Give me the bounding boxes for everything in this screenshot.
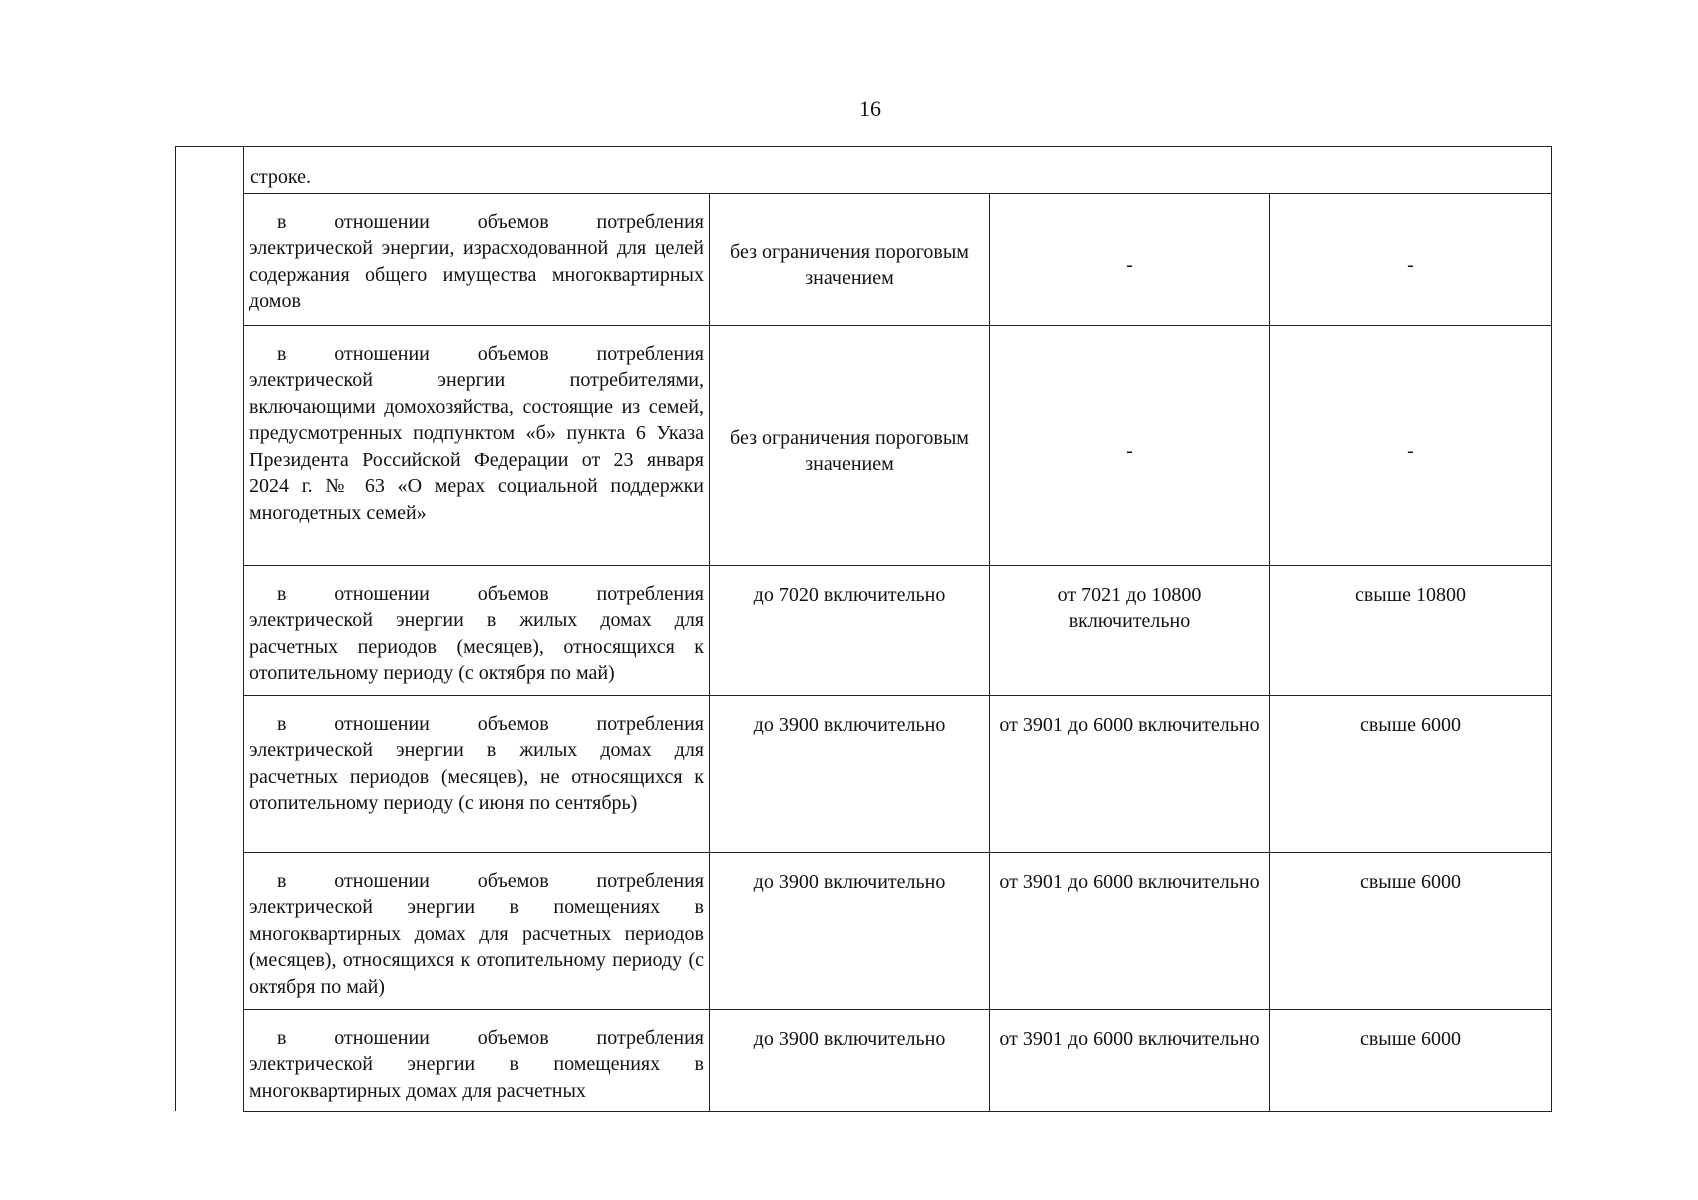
row-description: в отношении объемов потребления электрической энергии потребителями, включающими домохозяйства, состоящие из семей, предусмотренных подпунктом «б» пункта 6 Указа Президента Российской Федерации от 23 января 2024 г. № 63 «О мерах социальной поддержки многодетных семей»	[244, 325, 710, 565]
threshold-cell-3: -	[1270, 193, 1552, 325]
row-description: в отношении объемов потребления электрической энергии, израсходованной для целей содержания общего имущества многоквартирных домов	[244, 193, 710, 325]
threshold-cell-2: от 3901 до 6000 включительно	[990, 1009, 1270, 1111]
table-row	[176, 193, 1552, 325]
row-description: в отношении объемов потребления электрической энергии в помещениях в многоквартирных домах для расчетных	[244, 1009, 710, 1111]
threshold-cell-3: свыше 6000	[1270, 852, 1552, 1009]
row-description: в отношении объемов потребления электрической энергии в жилых домах для расчетных периодов (месяцев), не относящихся к отопительному периоду (с июня по сентябрь)	[244, 695, 710, 852]
threshold-cell-3: свыше 6000	[1270, 695, 1552, 852]
row-number-cell	[176, 147, 244, 1112]
threshold-cell-1: без ограничения пороговым значением	[710, 193, 990, 325]
row-description: в отношении объемов потребления электрической энергии в помещениях в многоквартирных домах для расчетных периодов (месяцев), относящихся к отопительному периоду (с октября по май)	[244, 852, 710, 1009]
threshold-cell-1: без ограничения пороговым значением	[710, 325, 990, 565]
row-description: в отношении объемов потребления электрической энергии в жилых домах для расчетных периодов (месяцев), относящихся к отопительному периоду (с октября по май)	[244, 565, 710, 695]
threshold-cell-2: от 3901 до 6000 включительно	[990, 695, 1270, 852]
threshold-cell-1: до 7020 включительно	[710, 565, 990, 695]
table-row	[176, 1009, 1552, 1111]
tariff-threshold-table	[175, 146, 1552, 1112]
threshold-cell-1: до 3900 включительно	[710, 1009, 990, 1111]
table-row-continuation	[176, 147, 1552, 194]
threshold-cell-3: свыше 10800	[1270, 565, 1552, 695]
threshold-cell-2: -	[990, 193, 1270, 325]
threshold-cell-3: -	[1270, 325, 1552, 565]
threshold-cell-2: от 7021 до 10800 включительно	[990, 565, 1270, 695]
table-row	[176, 325, 1552, 565]
page-number: 16	[859, 96, 881, 121]
threshold-cell-2: -	[990, 325, 1270, 565]
continuation-text: строке.	[244, 147, 1552, 194]
threshold-cell-2: от 3901 до 6000 включительно	[990, 852, 1270, 1009]
table-row	[176, 695, 1552, 852]
threshold-cell-3: свыше 6000	[1270, 1009, 1552, 1111]
table-row	[176, 565, 1552, 695]
threshold-cell-1: до 3900 включительно	[710, 852, 990, 1009]
threshold-cell-1: до 3900 включительно	[710, 695, 990, 852]
table-row	[176, 852, 1552, 1009]
